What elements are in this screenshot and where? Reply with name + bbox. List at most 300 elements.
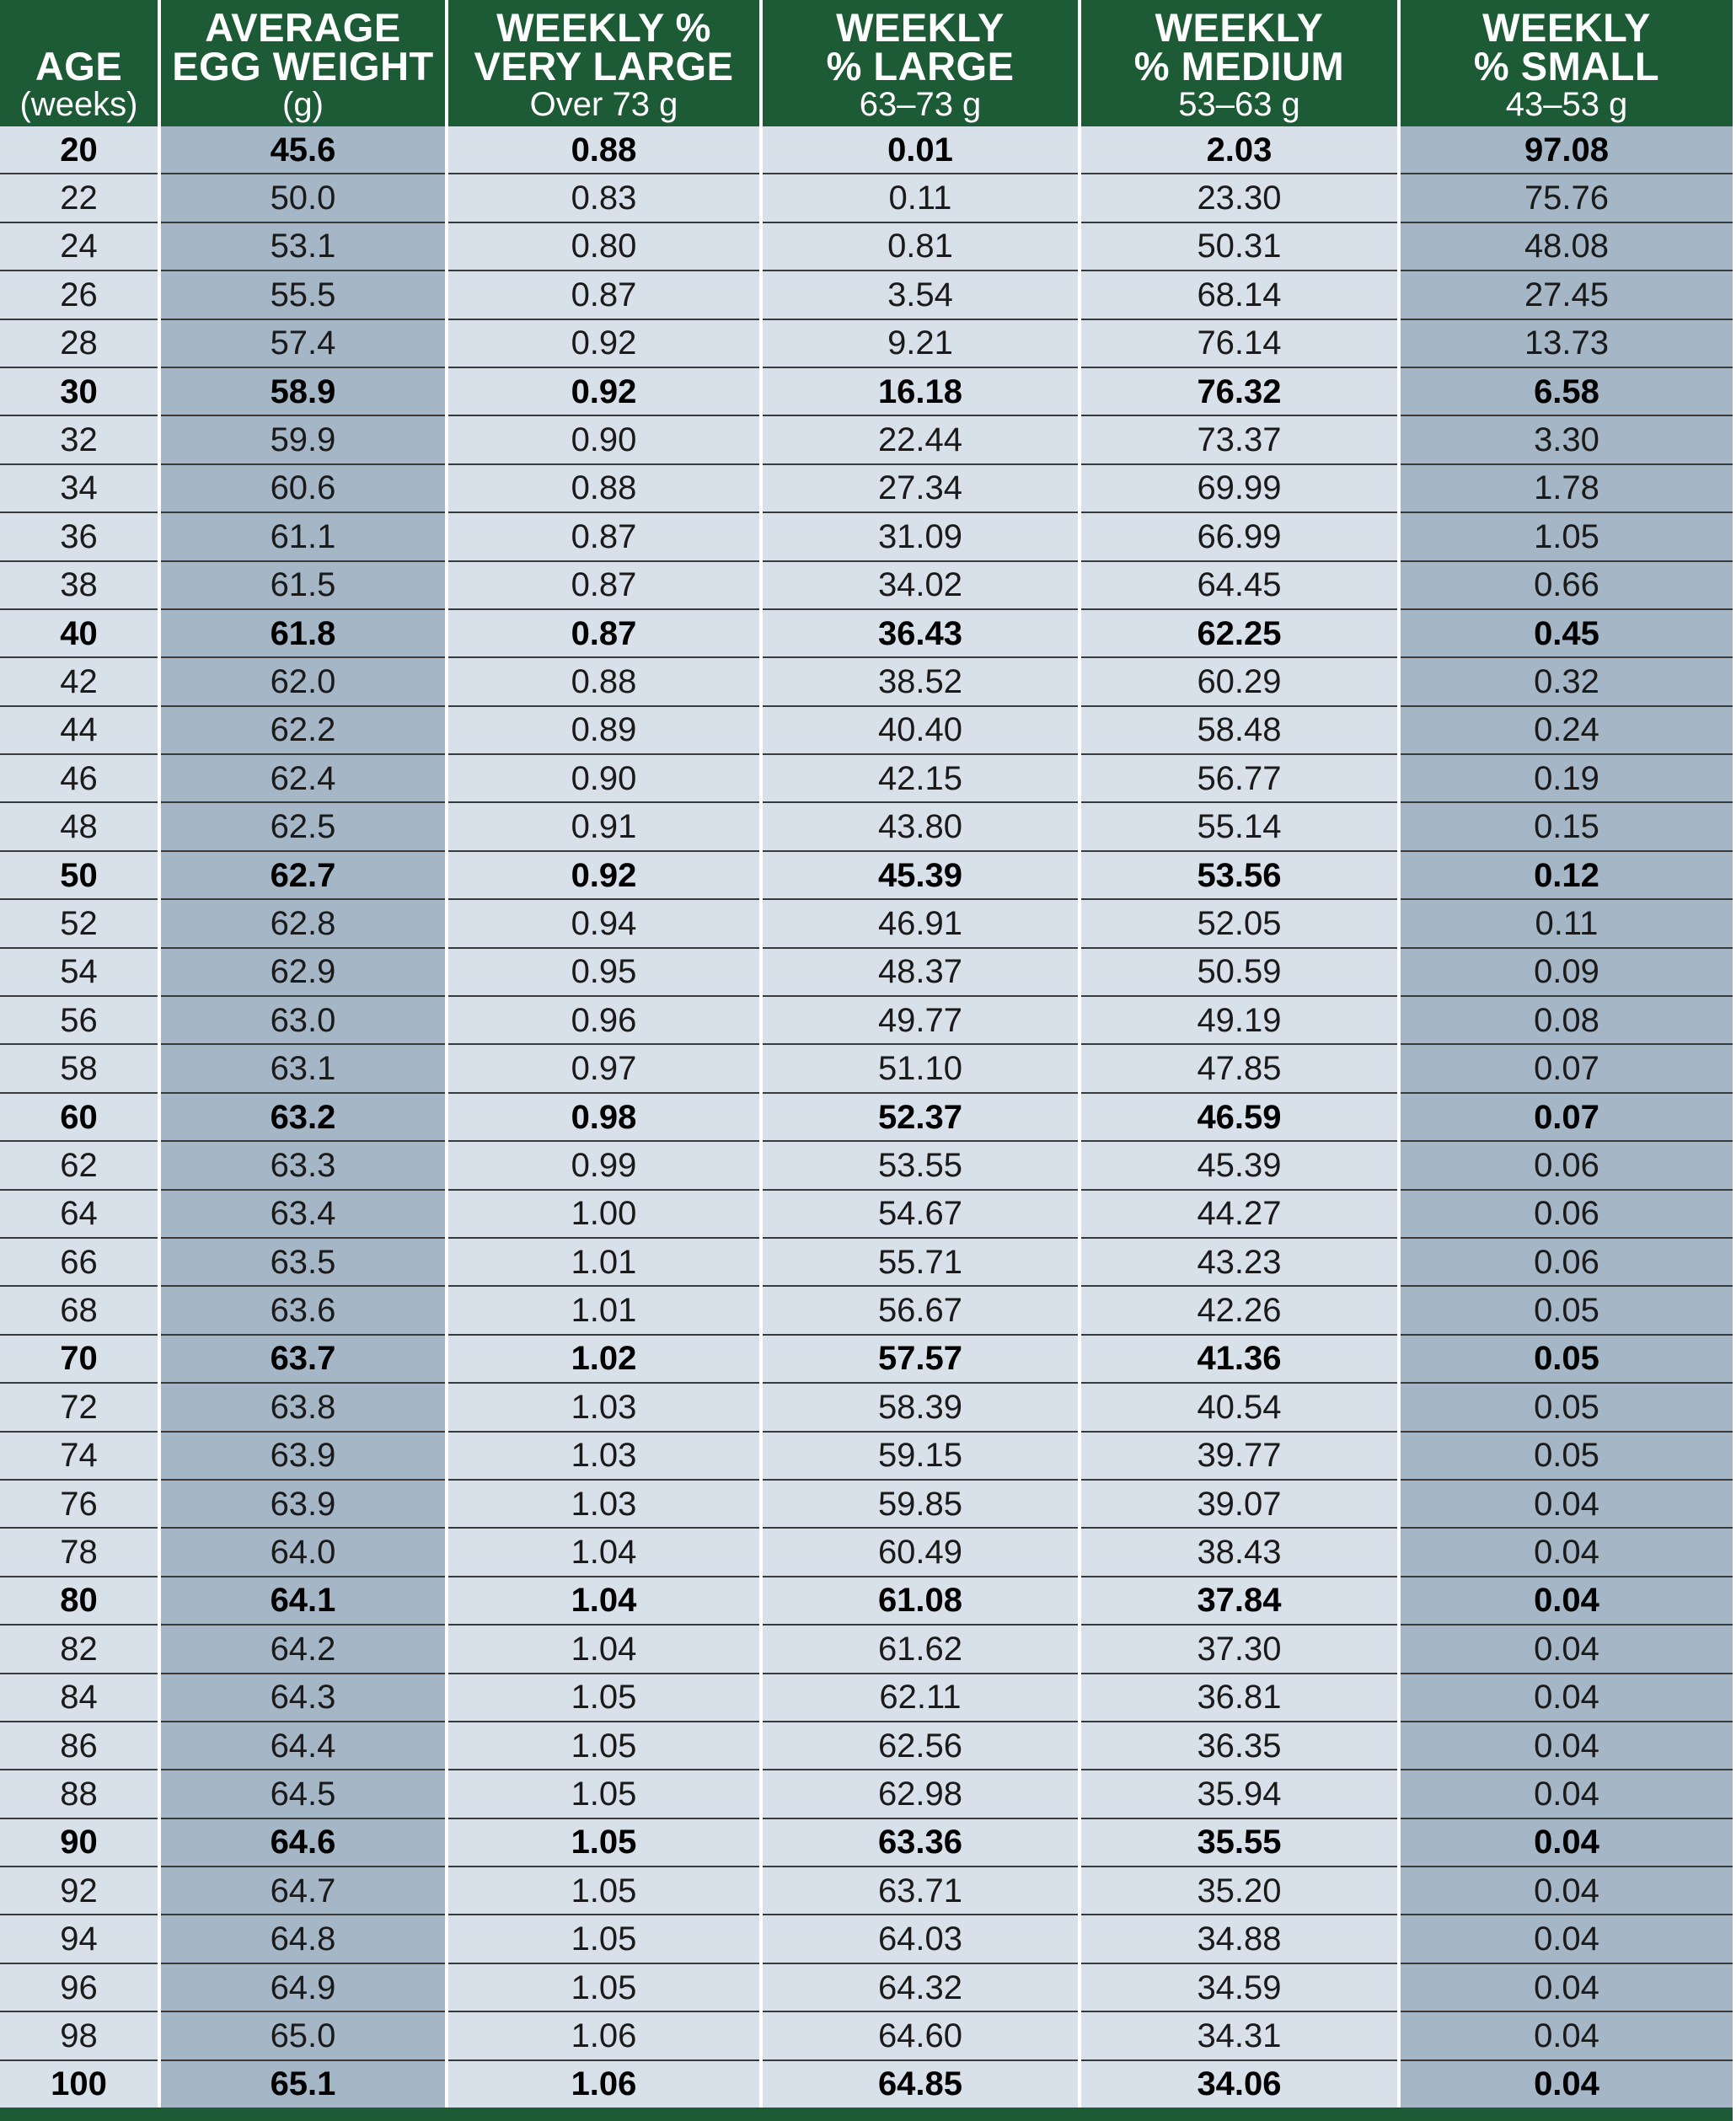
cell-small: 3.30 (1399, 415, 1733, 463)
cell-average-egg-weight: 45.6 (159, 126, 447, 174)
table-row (0, 270, 1733, 319)
table-row (0, 222, 1733, 270)
cell-small: 1.78 (1399, 464, 1733, 512)
cell-large: 57.57 (761, 1335, 1080, 1383)
cell-small: 0.09 (1399, 948, 1733, 996)
cell-very-large: 1.05 (447, 1963, 761, 2011)
cell-very-large: 0.80 (447, 222, 761, 270)
cell-age: 84 (0, 1674, 159, 1722)
cell-average-egg-weight: 61.5 (159, 561, 447, 609)
header-row (0, 0, 1733, 126)
cell-very-large: 0.89 (447, 706, 761, 754)
cell-small: 0.12 (1399, 851, 1733, 899)
cell-small: 0.05 (1399, 1286, 1733, 1334)
cell-large: 46.91 (761, 899, 1080, 947)
cell-average-egg-weight: 62.0 (159, 657, 447, 705)
header-unit: 53–63 g (1178, 86, 1300, 123)
cell-age: 64 (0, 1190, 159, 1238)
header-title-line: WEEKLY (1482, 5, 1651, 50)
cell-age: 44 (0, 706, 159, 754)
cell-very-large: 0.99 (447, 1141, 761, 1189)
cell-age: 96 (0, 1963, 159, 2011)
cell-large: 52.37 (761, 1093, 1080, 1141)
cell-small: 48.08 (1399, 222, 1733, 270)
cell-very-large: 1.05 (447, 1722, 761, 1770)
cell-small: 0.07 (1399, 1093, 1733, 1141)
table-row (0, 1238, 1733, 1286)
cell-large: 63.36 (761, 1818, 1080, 1867)
cell-medium: 40.54 (1080, 1383, 1399, 1431)
table-row (0, 1286, 1733, 1334)
cell-average-egg-weight: 63.6 (159, 1286, 447, 1334)
cell-age: 66 (0, 1238, 159, 1286)
table-row (0, 1867, 1733, 1915)
cell-medium: 55.14 (1080, 802, 1399, 850)
table-row (0, 1335, 1733, 1383)
cell-very-large: 1.03 (447, 1383, 761, 1431)
cell-average-egg-weight: 64.8 (159, 1915, 447, 1963)
cell-small: 0.04 (1399, 2011, 1733, 2059)
cell-medium: 23.30 (1080, 174, 1399, 222)
cell-large: 38.52 (761, 657, 1080, 705)
table-row (0, 802, 1733, 850)
cell-large: 0.81 (761, 222, 1080, 270)
cell-large: 16.18 (761, 367, 1080, 415)
cell-large: 58.39 (761, 1383, 1080, 1431)
table-row (0, 367, 1733, 415)
cell-age: 32 (0, 415, 159, 463)
table-row (0, 1480, 1733, 1528)
cell-large: 42.15 (761, 754, 1080, 802)
cell-age: 80 (0, 1577, 159, 1625)
cell-age: 30 (0, 367, 159, 415)
cell-medium: 45.39 (1080, 1141, 1399, 1189)
table-row (0, 174, 1733, 222)
cell-average-egg-weight: 60.6 (159, 464, 447, 512)
cell-small: 0.04 (1399, 1528, 1733, 1576)
cell-large: 48.37 (761, 948, 1080, 996)
cell-average-egg-weight: 64.2 (159, 1625, 447, 1673)
cell-small: 0.15 (1399, 802, 1733, 850)
cell-very-large: 1.04 (447, 1528, 761, 1576)
cell-large: 64.03 (761, 1915, 1080, 1963)
cell-age: 24 (0, 222, 159, 270)
cell-medium: 64.45 (1080, 561, 1399, 609)
table-row (0, 1674, 1733, 1722)
header-title-line: % MEDIUM (1133, 44, 1345, 88)
cell-large: 63.71 (761, 1867, 1080, 1915)
cell-large: 61.62 (761, 1625, 1080, 1673)
cell-average-egg-weight: 50.0 (159, 174, 447, 222)
header-unit: 43–53 g (1505, 86, 1628, 123)
cell-very-large: 0.96 (447, 996, 761, 1044)
cell-medium: 34.31 (1080, 2011, 1399, 2059)
cell-medium: 35.55 (1080, 1818, 1399, 1867)
cell-large: 62.98 (761, 1770, 1080, 1818)
cell-medium: 37.84 (1080, 1577, 1399, 1625)
cell-medium: 62.25 (1080, 609, 1399, 657)
cell-medium: 38.43 (1080, 1528, 1399, 1576)
cell-small: 0.04 (1399, 1480, 1733, 1528)
cell-large: 55.71 (761, 1238, 1080, 1286)
cell-average-egg-weight: 64.3 (159, 1674, 447, 1722)
cell-average-egg-weight: 62.4 (159, 754, 447, 802)
cell-average-egg-weight: 53.1 (159, 222, 447, 270)
cell-large: 56.67 (761, 1286, 1080, 1334)
cell-very-large: 0.87 (447, 609, 761, 657)
cell-small: 75.76 (1399, 174, 1733, 222)
cell-average-egg-weight: 64.7 (159, 1867, 447, 1915)
cell-average-egg-weight: 55.5 (159, 270, 447, 319)
table-row (0, 899, 1733, 947)
header-title-line: AVERAGE (205, 5, 401, 50)
cell-large: 64.32 (761, 1963, 1080, 2011)
cell-small: 0.04 (1399, 1770, 1733, 1818)
cell-age: 70 (0, 1335, 159, 1383)
cell-small: 97.08 (1399, 126, 1733, 174)
header-age (0, 0, 159, 126)
cell-age: 48 (0, 802, 159, 850)
cell-small: 0.32 (1399, 657, 1733, 705)
cell-large: 34.02 (761, 561, 1080, 609)
header-title-line: WEEKLY (836, 5, 1005, 50)
cell-average-egg-weight: 62.2 (159, 706, 447, 754)
cell-age: 100 (0, 2060, 159, 2114)
cell-very-large: 1.03 (447, 1480, 761, 1528)
cell-age: 62 (0, 1141, 159, 1189)
cell-large: 61.08 (761, 1577, 1080, 1625)
header-title-line: EGG WEIGHT (172, 44, 434, 88)
cell-very-large: 0.95 (447, 948, 761, 996)
cell-average-egg-weight: 61.1 (159, 512, 447, 560)
cell-medium: 39.77 (1080, 1432, 1399, 1480)
cell-very-large: 0.87 (447, 561, 761, 609)
table-row (0, 1044, 1733, 1092)
cell-average-egg-weight: 62.5 (159, 802, 447, 850)
cell-medium: 36.81 (1080, 1674, 1399, 1722)
cell-medium: 47.85 (1080, 1044, 1399, 1092)
table-row (0, 609, 1733, 657)
cell-age: 88 (0, 1770, 159, 1818)
table-row (0, 1190, 1733, 1238)
table-row (0, 319, 1733, 367)
cell-medium: 49.19 (1080, 996, 1399, 1044)
cell-very-large: 1.06 (447, 2060, 761, 2114)
cell-age: 82 (0, 1625, 159, 1673)
cell-average-egg-weight: 64.6 (159, 1818, 447, 1867)
cell-very-large: 1.04 (447, 1577, 761, 1625)
header-very-large (447, 0, 761, 126)
cell-small: 0.04 (1399, 1867, 1733, 1915)
cell-small: 0.04 (1399, 1674, 1733, 1722)
header-title-line: AGE (35, 44, 123, 88)
cell-small: 0.04 (1399, 1722, 1733, 1770)
cell-medium: 58.48 (1080, 706, 1399, 754)
table-row (0, 657, 1733, 705)
cell-age: 78 (0, 1528, 159, 1576)
cell-medium: 76.32 (1080, 367, 1399, 415)
cell-small: 0.04 (1399, 1625, 1733, 1673)
header-unit: Over 73 g (529, 86, 678, 123)
cell-medium: 60.29 (1080, 657, 1399, 705)
cell-very-large: 1.01 (447, 1238, 761, 1286)
cell-average-egg-weight: 64.4 (159, 1722, 447, 1770)
cell-medium: 41.36 (1080, 1335, 1399, 1383)
cell-small: 0.06 (1399, 1190, 1733, 1238)
cell-medium: 46.59 (1080, 1093, 1399, 1141)
cell-large: 22.44 (761, 415, 1080, 463)
cell-medium: 37.30 (1080, 1625, 1399, 1673)
cell-average-egg-weight: 58.9 (159, 367, 447, 415)
cell-small: 0.04 (1399, 1818, 1733, 1867)
cell-small: 0.45 (1399, 609, 1733, 657)
cell-medium: 35.94 (1080, 1770, 1399, 1818)
cell-medium: 34.59 (1080, 1963, 1399, 2011)
cell-average-egg-weight: 63.9 (159, 1432, 447, 1480)
header-unit: 63–73 g (859, 86, 982, 123)
cell-average-egg-weight: 63.4 (159, 1190, 447, 1238)
header-large (761, 0, 1080, 126)
cell-age: 20 (0, 126, 159, 174)
cell-age: 46 (0, 754, 159, 802)
cell-medium: 2.03 (1080, 126, 1399, 174)
table-row (0, 1528, 1733, 1576)
table-row (0, 2060, 1733, 2114)
cell-average-egg-weight: 65.0 (159, 2011, 447, 2059)
header-small (1399, 0, 1733, 126)
cell-small: 0.07 (1399, 1044, 1733, 1092)
cell-very-large: 1.05 (447, 1818, 761, 1867)
cell-average-egg-weight: 64.5 (159, 1770, 447, 1818)
cell-very-large: 0.88 (447, 657, 761, 705)
cell-small: 0.06 (1399, 1141, 1733, 1189)
cell-large: 59.15 (761, 1432, 1080, 1480)
cell-large: 43.80 (761, 802, 1080, 850)
table-row (0, 948, 1733, 996)
cell-large: 36.43 (761, 609, 1080, 657)
cell-small: 0.04 (1399, 1577, 1733, 1625)
table-row (0, 1577, 1733, 1625)
cell-medium: 43.23 (1080, 1238, 1399, 1286)
table-body (0, 126, 1733, 2114)
cell-medium: 39.07 (1080, 1480, 1399, 1528)
cell-medium: 34.06 (1080, 2060, 1399, 2114)
cell-age: 34 (0, 464, 159, 512)
cell-large: 51.10 (761, 1044, 1080, 1092)
table-row (0, 2011, 1733, 2059)
cell-very-large: 0.87 (447, 270, 761, 319)
cell-very-large: 0.83 (447, 174, 761, 222)
cell-medium: 34.88 (1080, 1915, 1399, 1963)
cell-average-egg-weight: 64.0 (159, 1528, 447, 1576)
cell-age: 86 (0, 1722, 159, 1770)
table-row (0, 1722, 1733, 1770)
table-row (0, 1770, 1733, 1818)
table-row (0, 1625, 1733, 1673)
cell-medium: 68.14 (1080, 270, 1399, 319)
cell-age: 54 (0, 948, 159, 996)
cell-age: 94 (0, 1915, 159, 1963)
table-row (0, 512, 1733, 560)
cell-small: 13.73 (1399, 319, 1733, 367)
cell-medium: 56.77 (1080, 754, 1399, 802)
table-row (0, 706, 1733, 754)
header-title-line: % LARGE (826, 44, 1015, 88)
table-row (0, 851, 1733, 899)
cell-large: 60.49 (761, 1528, 1080, 1576)
table-row (0, 1093, 1733, 1141)
cell-very-large: 1.02 (447, 1335, 761, 1383)
cell-age: 36 (0, 512, 159, 560)
cell-large: 40.40 (761, 706, 1080, 754)
cell-very-large: 0.92 (447, 851, 761, 899)
cell-small: 0.66 (1399, 561, 1733, 609)
cell-age: 38 (0, 561, 159, 609)
header-title-line: WEEKLY % (496, 5, 711, 50)
table-row (0, 415, 1733, 463)
header-unit: (weeks) (19, 86, 138, 123)
cell-large: 62.11 (761, 1674, 1080, 1722)
cell-small: 6.58 (1399, 367, 1733, 415)
cell-small: 0.24 (1399, 706, 1733, 754)
cell-very-large: 0.90 (447, 415, 761, 463)
cell-medium: 66.99 (1080, 512, 1399, 560)
cell-very-large: 0.98 (447, 1093, 761, 1141)
cell-medium: 73.37 (1080, 415, 1399, 463)
cell-age: 50 (0, 851, 159, 899)
cell-small: 0.04 (1399, 1915, 1733, 1963)
cell-age: 74 (0, 1432, 159, 1480)
cell-large: 59.85 (761, 1480, 1080, 1528)
cell-medium: 76.14 (1080, 319, 1399, 367)
table-row (0, 126, 1733, 174)
cell-very-large: 1.03 (447, 1432, 761, 1480)
cell-very-large: 1.05 (447, 1915, 761, 1963)
cell-average-egg-weight: 57.4 (159, 319, 447, 367)
cell-medium: 52.05 (1080, 899, 1399, 947)
table-row (0, 1818, 1733, 1867)
cell-average-egg-weight: 63.1 (159, 1044, 447, 1092)
cell-very-large: 0.88 (447, 464, 761, 512)
cell-small: 0.06 (1399, 1238, 1733, 1286)
cell-age: 60 (0, 1093, 159, 1141)
cell-age: 22 (0, 174, 159, 222)
cell-age: 26 (0, 270, 159, 319)
header-medium (1080, 0, 1399, 126)
cell-small: 0.05 (1399, 1383, 1733, 1431)
cell-age: 28 (0, 319, 159, 367)
cell-average-egg-weight: 59.9 (159, 415, 447, 463)
cell-average-egg-weight: 63.2 (159, 1093, 447, 1141)
cell-small: 1.05 (1399, 512, 1733, 560)
cell-age: 92 (0, 1867, 159, 1915)
table-row (0, 1383, 1733, 1431)
cell-large: 64.85 (761, 2060, 1080, 2114)
cell-very-large: 1.05 (447, 1867, 761, 1915)
table-row (0, 1915, 1733, 1963)
cell-large: 0.11 (761, 174, 1080, 222)
cell-age: 52 (0, 899, 159, 947)
cell-very-large: 1.05 (447, 1770, 761, 1818)
cell-very-large: 1.01 (447, 1286, 761, 1334)
cell-average-egg-weight: 64.1 (159, 1577, 447, 1625)
cell-age: 90 (0, 1818, 159, 1867)
cell-large: 31.09 (761, 512, 1080, 560)
cell-very-large: 0.97 (447, 1044, 761, 1092)
cell-average-egg-weight: 63.8 (159, 1383, 447, 1431)
cell-small: 27.45 (1399, 270, 1733, 319)
cell-medium: 36.35 (1080, 1722, 1399, 1770)
cell-average-egg-weight: 63.7 (159, 1335, 447, 1383)
cell-very-large: 0.92 (447, 319, 761, 367)
cell-medium: 44.27 (1080, 1190, 1399, 1238)
cell-very-large: 0.88 (447, 126, 761, 174)
cell-very-large: 0.92 (447, 367, 761, 415)
cell-age: 98 (0, 2011, 159, 2059)
cell-small: 0.11 (1399, 899, 1733, 947)
cell-average-egg-weight: 64.9 (159, 1963, 447, 2011)
cell-average-egg-weight: 65.1 (159, 2060, 447, 2114)
table-row (0, 996, 1733, 1044)
cell-medium: 50.59 (1080, 948, 1399, 996)
cell-large: 0.01 (761, 126, 1080, 174)
cell-medium: 42.26 (1080, 1286, 1399, 1334)
cell-large: 27.34 (761, 464, 1080, 512)
cell-large: 3.54 (761, 270, 1080, 319)
cell-large: 54.67 (761, 1190, 1080, 1238)
cell-average-egg-weight: 62.9 (159, 948, 447, 996)
cell-average-egg-weight: 63.5 (159, 1238, 447, 1286)
cell-very-large: 0.94 (447, 899, 761, 947)
cell-age: 58 (0, 1044, 159, 1092)
cell-medium: 69.99 (1080, 464, 1399, 512)
header-unit: (g) (282, 86, 324, 123)
cell-average-egg-weight: 63.3 (159, 1141, 447, 1189)
cell-very-large: 0.90 (447, 754, 761, 802)
cell-medium: 50.31 (1080, 222, 1399, 270)
cell-average-egg-weight: 63.0 (159, 996, 447, 1044)
cell-medium: 53.56 (1080, 851, 1399, 899)
cell-age: 42 (0, 657, 159, 705)
cell-very-large: 0.91 (447, 802, 761, 850)
cell-average-egg-weight: 62.8 (159, 899, 447, 947)
header-title-line: % SMALL (1473, 44, 1660, 88)
cell-average-egg-weight: 62.7 (159, 851, 447, 899)
table-row (0, 561, 1733, 609)
cell-large: 53.55 (761, 1141, 1080, 1189)
table-row (0, 1432, 1733, 1480)
cell-age: 68 (0, 1286, 159, 1334)
cell-age: 56 (0, 996, 159, 1044)
table-row (0, 754, 1733, 802)
table-row (0, 1141, 1733, 1189)
cell-small: 0.04 (1399, 2060, 1733, 2114)
cell-age: 76 (0, 1480, 159, 1528)
table-header (0, 0, 1733, 126)
table-row (0, 1963, 1733, 2011)
cell-small: 0.05 (1399, 1432, 1733, 1480)
cell-medium: 35.20 (1080, 1867, 1399, 1915)
cell-large: 45.39 (761, 851, 1080, 899)
cell-small: 0.04 (1399, 1963, 1733, 2011)
header-title-line: WEEKLY (1155, 5, 1324, 50)
cell-age: 72 (0, 1383, 159, 1431)
cell-age: 40 (0, 609, 159, 657)
cell-average-egg-weight: 61.8 (159, 609, 447, 657)
cell-large: 64.60 (761, 2011, 1080, 2059)
cell-small: 0.19 (1399, 754, 1733, 802)
cell-very-large: 1.04 (447, 1625, 761, 1673)
